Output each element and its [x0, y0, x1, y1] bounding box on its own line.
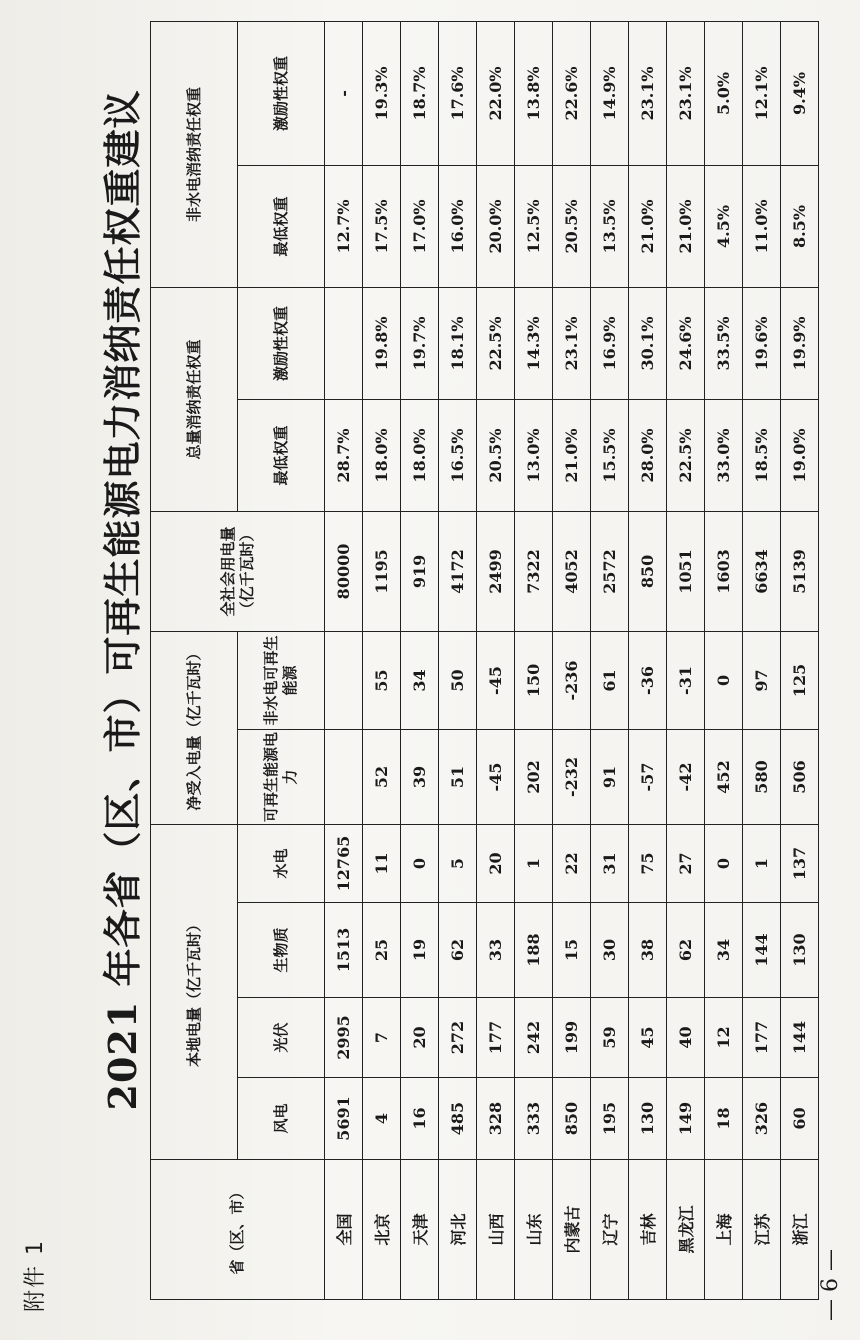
cell-hydro: 137 — [781, 824, 819, 902]
cell-nonhydro-incentive: 13.8% — [515, 21, 553, 165]
cell-re-power: 202 — [515, 729, 553, 824]
cell-province: 吉林 — [629, 1160, 667, 1300]
cell-biomass: 34 — [705, 903, 743, 998]
cell-total-min: 18.0% — [363, 399, 401, 511]
cell-province: 浙江 — [781, 1160, 819, 1300]
cell-biomass: 15 — [553, 903, 591, 998]
cell-solar: 242 — [515, 998, 553, 1078]
cell-total-incentive: 19.7% — [401, 287, 439, 399]
cell-total-incentive: 19.9% — [781, 287, 819, 399]
cell-nonhydro-incentive: 19.3% — [363, 21, 401, 165]
cell-nonhydro-min: 12.5% — [515, 165, 553, 287]
cell-total-incentive: 16.9% — [591, 287, 629, 399]
cell-total-incentive: 33.5% — [705, 287, 743, 399]
cell-consumption: 5139 — [781, 511, 819, 631]
cell-non-hydro-re: -31 — [667, 631, 705, 729]
cell-solar: 20 — [401, 998, 439, 1078]
cell-biomass: 144 — [743, 903, 781, 998]
cell-non-hydro-re: 61 — [591, 631, 629, 729]
cell-hydro: 22 — [553, 824, 591, 902]
cell-hydro: 20 — [477, 824, 515, 902]
cell-nonhydro-min: 12.7% — [325, 165, 363, 287]
cell-nonhydro-min: 4.5% — [705, 165, 743, 287]
cell-solar: 40 — [667, 998, 705, 1078]
cell-nonhydro-incentive: 23.1% — [667, 21, 705, 165]
cell-nonhydro-incentive: 12.1% — [743, 21, 781, 165]
cell-nonhydro-min: 20.5% — [553, 165, 591, 287]
cell-nonhydro-incentive: 14.9% — [591, 21, 629, 165]
cell-solar: 59 — [591, 998, 629, 1078]
cell-solar: 177 — [743, 998, 781, 1078]
table-row — [667, 21, 705, 1299]
cell-non-hydro-re: 97 — [743, 631, 781, 729]
cell-non-hydro-re: 125 — [781, 631, 819, 729]
cell-hydro: 5 — [439, 824, 477, 902]
cell-total-incentive: 24.6% — [667, 287, 705, 399]
cell-non-hydro-re: 34 — [401, 631, 439, 729]
cell-solar: 177 — [477, 998, 515, 1078]
cell-wind: 130 — [629, 1078, 667, 1160]
cell-re-power: 51 — [439, 729, 477, 824]
table-row — [629, 21, 667, 1299]
cell-hydro: 75 — [629, 824, 667, 902]
cell-solar: 7 — [363, 998, 401, 1078]
cell-province: 上海 — [705, 1160, 743, 1300]
document-title: 2021 年各省（区、市）可再生能源电力消纳责任权重建议 — [100, 89, 145, 1111]
cell-hydro: 11 — [363, 824, 401, 902]
cell-province: 河北 — [439, 1160, 477, 1300]
cell-non-hydro-re: -236 — [553, 631, 591, 729]
cell-nonhydro-incentive: - — [325, 21, 363, 165]
cell-nonhydro-incentive: 17.6% — [439, 21, 477, 165]
cell-biomass: 62 — [439, 903, 477, 998]
cell-consumption: 1051 — [667, 511, 705, 631]
cell-total-min: 28.7% — [325, 399, 363, 511]
cell-wind: 328 — [477, 1078, 515, 1160]
cell-province: 全国 — [325, 1160, 363, 1300]
cell-total-min: 22.5% — [667, 399, 705, 511]
cell-nonhydro-min: 20.0% — [477, 165, 515, 287]
cell-province: 山东 — [515, 1160, 553, 1300]
header-non-hydro-re: 非水电可再生能源 — [238, 631, 325, 729]
header-local-generation: 本地电量（亿千瓦时） — [151, 824, 238, 1159]
cell-non-hydro-re: 150 — [515, 631, 553, 729]
cell-consumption: 4052 — [553, 511, 591, 631]
cell-consumption: 2499 — [477, 511, 515, 631]
cell-consumption: 850 — [629, 511, 667, 631]
cell-wind: 333 — [515, 1078, 553, 1160]
cell-hydro: 1 — [515, 824, 553, 902]
cell-nonhydro-incentive: 22.6% — [553, 21, 591, 165]
table-row — [477, 21, 515, 1299]
cell-non-hydro-re: 50 — [439, 631, 477, 729]
cell-consumption: 7322 — [515, 511, 553, 631]
cell-total-min: 18.0% — [401, 399, 439, 511]
table-row — [439, 21, 477, 1299]
cell-re-power: -45 — [477, 729, 515, 824]
table-row — [553, 21, 591, 1299]
cell-wind: 4 — [363, 1078, 401, 1160]
cell-non-hydro-re: 0 — [705, 631, 743, 729]
cell-re-power: 91 — [591, 729, 629, 824]
cell-re-power: 39 — [401, 729, 439, 824]
header-total-weight: 总量消纳责任权重 — [151, 287, 238, 511]
table-row — [515, 21, 553, 1299]
cell-wind: 326 — [743, 1078, 781, 1160]
cell-hydro: 1 — [743, 824, 781, 902]
cell-consumption: 80000 — [325, 511, 363, 631]
cell-re-power: 580 — [743, 729, 781, 824]
cell-total-min: 33.0% — [705, 399, 743, 511]
cell-re-power: 506 — [781, 729, 819, 824]
cell-nonhydro-incentive: 23.1% — [629, 21, 667, 165]
cell-total-incentive: 22.5% — [477, 287, 515, 399]
cell-biomass: 25 — [363, 903, 401, 998]
header-nonhydro-incentive-weight: 激励性权重 — [238, 21, 325, 165]
cell-total-min: 13.0% — [515, 399, 553, 511]
cell-wind: 485 — [439, 1078, 477, 1160]
cell-total-incentive — [325, 287, 363, 399]
cell-consumption: 1603 — [705, 511, 743, 631]
table-row — [743, 21, 781, 1299]
cell-consumption: 6634 — [743, 511, 781, 631]
cell-nonhydro-incentive: 18.7% — [401, 21, 439, 165]
cell-re-power: -232 — [553, 729, 591, 824]
cell-total-min: 20.5% — [477, 399, 515, 511]
cell-hydro: 0 — [401, 824, 439, 902]
attachment-label: 附件 1 — [23, 1239, 48, 1312]
cell-biomass: 38 — [629, 903, 667, 998]
header-biomass: 生物质 — [238, 903, 325, 998]
cell-total-min: 16.5% — [439, 399, 477, 511]
cell-solar: 12 — [705, 998, 743, 1078]
cell-nonhydro-min: 8.5% — [781, 165, 819, 287]
cell-nonhydro-incentive: 22.0% — [477, 21, 515, 165]
cell-nonhydro-incentive: 9.4% — [781, 21, 819, 165]
cell-wind: 850 — [553, 1078, 591, 1160]
cell-solar: 45 — [629, 998, 667, 1078]
cell-nonhydro-min: 16.0% — [439, 165, 477, 287]
cell-consumption: 4172 — [439, 511, 477, 631]
cell-consumption: 1195 — [363, 511, 401, 631]
cell-solar: 272 — [439, 998, 477, 1078]
cell-wind: 16 — [401, 1078, 439, 1160]
cell-total-incentive: 19.8% — [363, 287, 401, 399]
cell-non-hydro-re: -45 — [477, 631, 515, 729]
cell-solar: 144 — [781, 998, 819, 1078]
cell-wind: 195 — [591, 1078, 629, 1160]
cell-province: 天津 — [401, 1160, 439, 1300]
cell-re-power: 452 — [705, 729, 743, 824]
header-nonhydro-min-weight: 最低权重 — [238, 165, 325, 287]
table-row — [325, 21, 363, 1299]
cell-nonhydro-min: 17.0% — [401, 165, 439, 287]
cell-wind: 60 — [781, 1078, 819, 1160]
cell-biomass: 130 — [781, 903, 819, 998]
header-total-incentive-weight: 激励性权重 — [238, 287, 325, 399]
table-body — [325, 21, 819, 1299]
cell-total-min: 28.0% — [629, 399, 667, 511]
table-row — [705, 21, 743, 1299]
table-row — [401, 21, 439, 1299]
cell-re-power: -42 — [667, 729, 705, 824]
cell-total-min: 21.0% — [553, 399, 591, 511]
header-solar: 光伏 — [238, 998, 325, 1078]
cell-consumption: 919 — [401, 511, 439, 631]
cell-province: 辽宁 — [591, 1160, 629, 1300]
cell-total-incentive: 23.1% — [553, 287, 591, 399]
header-nonhydro-weight: 非水电消纳责任权重 — [151, 21, 238, 287]
cell-nonhydro-min: 21.0% — [629, 165, 667, 287]
cell-hydro: 27 — [667, 824, 705, 902]
cell-total-min: 15.5% — [591, 399, 629, 511]
cell-consumption: 2572 — [591, 511, 629, 631]
cell-nonhydro-min: 21.0% — [667, 165, 705, 287]
cell-non-hydro-re — [325, 631, 363, 729]
header-wind: 风电 — [238, 1078, 325, 1160]
page-number: — 6 — — [818, 1249, 843, 1321]
cell-hydro: 0 — [705, 824, 743, 902]
header-province: 省（区、市） — [151, 1160, 325, 1300]
table-row — [363, 21, 401, 1299]
cell-solar: 2995 — [325, 998, 363, 1078]
cell-nonhydro-min: 11.0% — [743, 165, 781, 287]
header-consumption: 全社会用电量（亿千瓦时） — [151, 511, 325, 631]
cell-nonhydro-min: 17.5% — [363, 165, 401, 287]
cell-total-incentive: 30.1% — [629, 287, 667, 399]
header-total-min-weight: 最低权重 — [238, 399, 325, 511]
header-hydro: 水电 — [238, 824, 325, 902]
cell-province: 江苏 — [743, 1160, 781, 1300]
cell-province: 山西 — [477, 1160, 515, 1300]
cell-wind: 18 — [705, 1078, 743, 1160]
cell-hydro: 31 — [591, 824, 629, 902]
cell-re-power — [325, 729, 363, 824]
cell-biomass: 1513 — [325, 903, 363, 998]
header-re-power: 可再生能源电力 — [238, 729, 325, 824]
header-net-import: 净受入电量（亿千瓦时） — [151, 631, 238, 824]
cell-total-min: 19.0% — [781, 399, 819, 511]
cell-biomass: 19 — [401, 903, 439, 998]
cell-biomass: 30 — [591, 903, 629, 998]
cell-province: 内蒙古 — [553, 1160, 591, 1300]
cell-wind: 149 — [667, 1078, 705, 1160]
cell-province: 黑龙江 — [667, 1160, 705, 1300]
cell-biomass: 33 — [477, 903, 515, 998]
cell-total-min: 18.5% — [743, 399, 781, 511]
cell-non-hydro-re: 55 — [363, 631, 401, 729]
cell-total-incentive: 14.3% — [515, 287, 553, 399]
cell-total-incentive: 19.6% — [743, 287, 781, 399]
cell-biomass: 188 — [515, 903, 553, 998]
cell-province: 北京 — [363, 1160, 401, 1300]
cell-biomass: 62 — [667, 903, 705, 998]
cell-hydro: 12765 — [325, 824, 363, 902]
table-row — [591, 21, 629, 1299]
weights-table — [150, 21, 819, 1300]
cell-total-incentive: 18.1% — [439, 287, 477, 399]
cell-re-power: -57 — [629, 729, 667, 824]
cell-wind: 5691 — [325, 1078, 363, 1160]
cell-non-hydro-re: -36 — [629, 631, 667, 729]
cell-solar: 199 — [553, 998, 591, 1078]
cell-nonhydro-incentive: 5.0% — [705, 21, 743, 165]
cell-nonhydro-min: 13.5% — [591, 165, 629, 287]
cell-re-power: 52 — [363, 729, 401, 824]
table-row — [781, 21, 819, 1299]
